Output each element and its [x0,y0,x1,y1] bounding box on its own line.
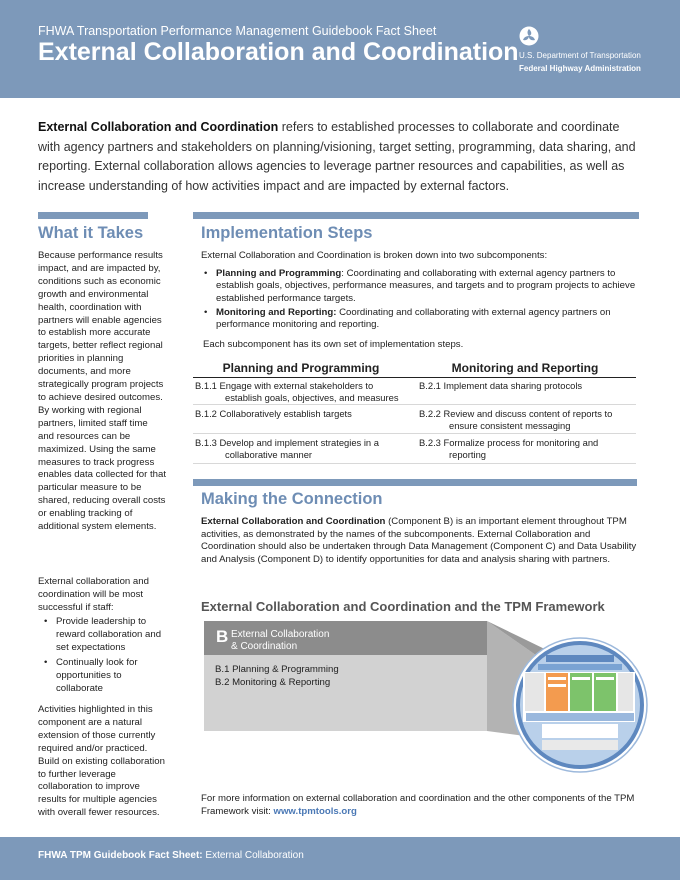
bullet-label: Planning and Programming [216,268,342,279]
bullet-text: Coordinating and collaborating with external agency partners on performance monitoring and reporting. [216,306,611,331]
cell-text: B.1.3 Develop and implement strategies in a [195,437,379,448]
what-it-takes-p2: External collaboration and coordination will be most successful if staff: [38,576,149,613]
table-header-monitoring: Monitoring and Reporting [451,361,599,375]
connection-text: (Component B) is an important element throughout TPM activities, as demonstrated by the names of the subcomponents. External Collaboration and Coordination should also be undertaken through Data Management (Component C) and Data Usability and Analysis (Component D) to identify opportunities for data and analysis sharing with partners. [201,516,637,565]
bullet-label: Monitoring and Reporting: [216,306,337,318]
intro-text: refers to established processes to collaborate and coordinate with agency partners and stakeholders on planning/visioning, target setting, programming, data sharing, and reporting. External collaboration allows agencies to leverage partner resources and capabilities, as well as increase understanding of how activities impact and are impacted by external factors. [38,120,636,193]
footer-bold: FHWA TPM Guidebook Fact Sheet: [38,850,203,861]
cell-text-cont: reporting [449,449,487,461]
cell-text: B.1.2 Collaboratively establish targets [195,408,352,419]
cell-text-cont: ensure consistent messaging [449,420,571,432]
connection-lead: External Collaboration and Coordination [201,516,386,527]
list-item: • Continually look for opportunities to collaborate [42,657,168,696]
closing-text: For more information on external collaboration and coordination and the other components of the TPM Framework visit: [201,793,635,817]
figure-title: External Collaboration and Coordination and the TPM Framework [201,599,605,614]
footer-text [38,850,304,861]
implementation-note: Each subcomponent has its own set of implementation steps. [203,339,464,350]
footer-banner [0,837,680,880]
logo-agency: Federal Highway Administration [519,64,641,73]
table-header-planning: Planning and Programming [222,361,380,375]
what-it-takes-p3: Activities highlighted in this component are a natural extension of those currently required and/or practiced. Build on existing collaboration to further leverage collaboration to improve results for multiple agencies with overall fewer resources. [38,704,165,819]
what-it-takes-heading: What it Takes [38,224,144,242]
cell-text: B.2.2 Review and discuss content of reports to [419,408,613,419]
header-subtitle: FHWA Transportation Performance Management Guidebook Fact Sheet [38,24,437,38]
cell-text-cont: establish goals, objectives, and measures [225,392,399,404]
intro-lead: External Collaboration and Coordination [38,120,279,134]
implementation-heading: Implementation Steps [201,224,373,242]
subcomponent-b1: B.1 Planning & Programming [215,664,339,675]
component-letter: B [216,627,229,646]
what-it-takes-p1: Because performance results impact, and are impacted by, conditions such as economic growth and environmental health, coordination with partners will enable agencies to establish more accurate targets, better reflect regional priorities in planning documents, and more strategically program projects to achieve desired outcomes. By working with regional partners, limited staff time and resources can be maximized. Using the same measures to track progress enables data collected for that particular measure to be shared, reducing overall costs or enabling tracking of additional system elements. [38,250,167,533]
closing-paragraph [201,793,641,818]
component-title-line1: External Collaboration [231,629,330,640]
implementation-intro: External Collaboration and Coordination is broken down into two subcomponents: [201,250,548,261]
cell-text: B.2.3 Formalize process for monitoring and [419,437,599,448]
cell-text-cont: collaborative manner [225,449,313,461]
footer-subject: External Collaboration [202,850,304,861]
cell-text: B.2.1 Implement data sharing protocols [419,380,583,391]
tpmtools-link[interactable]: www.tpmtools.org [273,805,357,817]
connection-heading: Making the Connection [201,490,383,508]
logo-department: U.S. Department of Transportation [519,51,641,60]
component-title-line2: & Coordination [231,641,298,652]
bullet-text: : Coordinating and collaborating with external agency partners to establish goals, objectives, performance measures, and targets and to program projects to achieve established performance targets. [216,268,636,304]
cell-text: B.1.1 Engage with external stakeholders to [195,380,374,391]
list-item: • Provide leadership to reward collaboration and set expectations [42,616,168,655]
subcomponent-b2: B.2 Monitoring & Reporting [215,677,331,688]
page-title: External Collaboration and Coordination [38,38,519,66]
